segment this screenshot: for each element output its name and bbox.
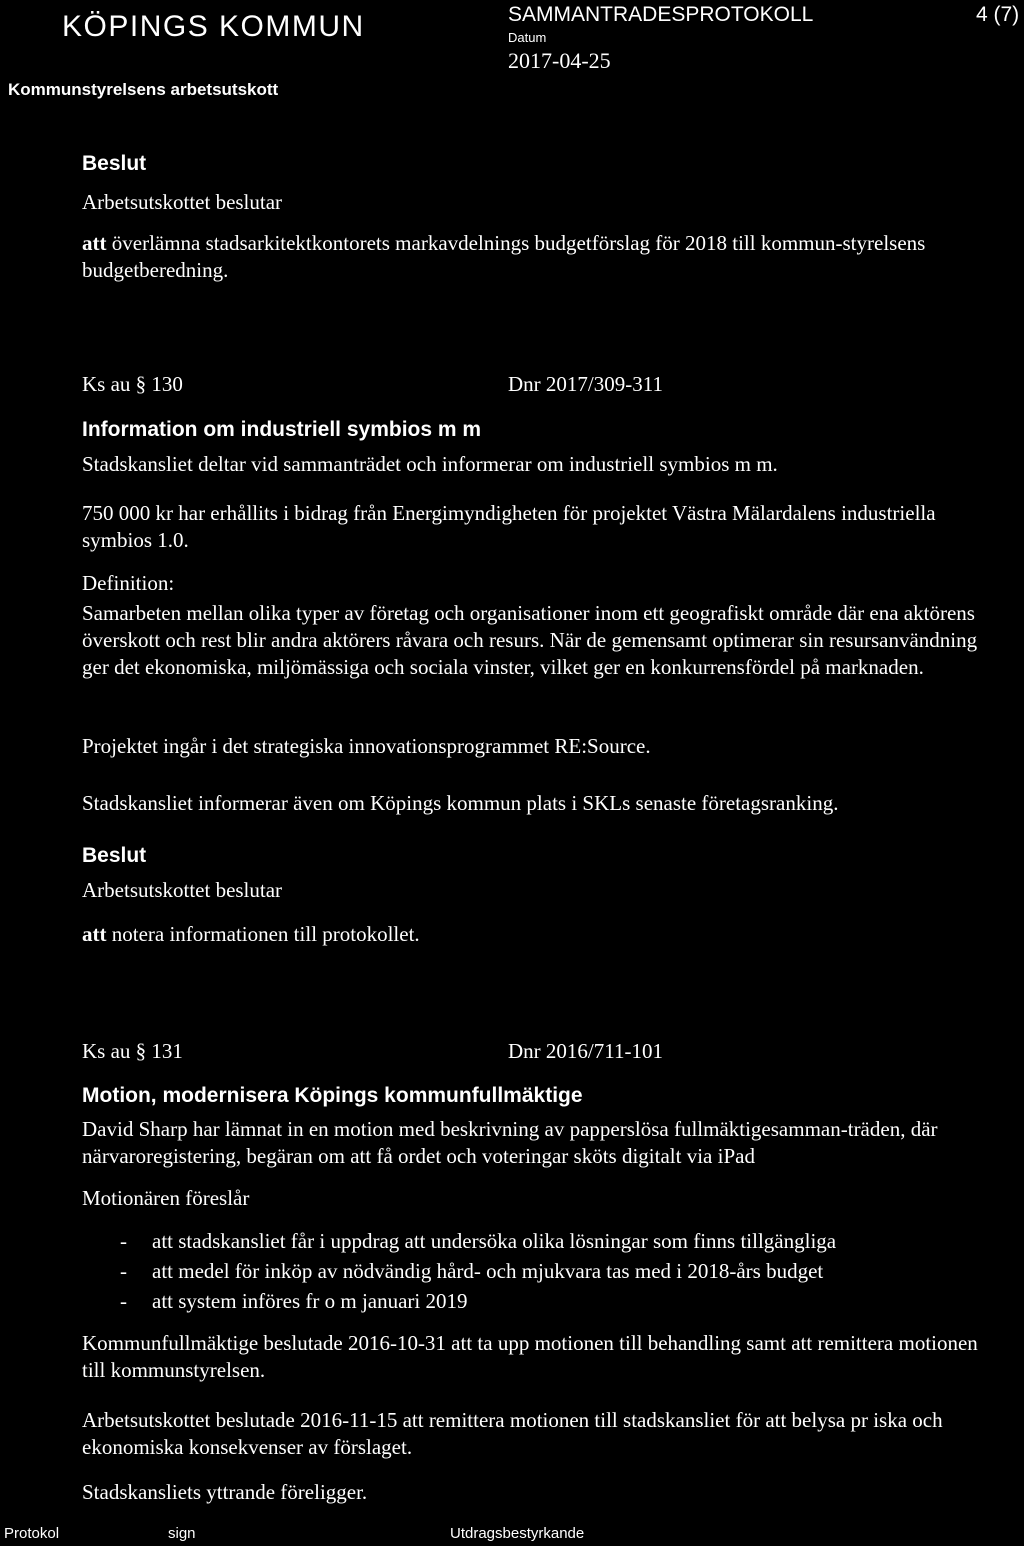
decision-heading: Beslut <box>82 844 147 867</box>
item-title: Information om industriell symbios m m <box>82 418 482 441</box>
item-title: Motion, modernisera Köpings kommunfullmäktige <box>82 1084 583 1107</box>
paragraph-ref: Ks au § 131 <box>82 1039 183 1063</box>
decision-body: notera informationen till protokollet. <box>111 922 420 946</box>
decision-text <box>82 922 420 947</box>
paragraph-ref: Ks au § 130 <box>82 372 183 396</box>
footer-sign-label: sign <box>168 1525 196 1542</box>
document-type: SAMMANTRADESPROTOKOLL <box>508 3 814 26</box>
page-number: 4 (7) <box>976 3 1020 26</box>
definition-label: Definition: <box>82 571 175 595</box>
att-keyword: att <box>82 231 107 255</box>
diary-number: Dnr 2017/309-311 <box>508 372 663 396</box>
paragraph: David Sharp har lämnat in en motion med beskrivning av papperslösa fullmäktigesamman-träden, där närvaroregistering, begäran om att få ordet och voteringar sköts digitalt via iPad <box>82 1117 938 1168</box>
paragraph: Projektet ingår i det strategiska innovationsprogrammet RE:Source. <box>82 734 651 758</box>
decision-body: överlämna stadsarkitektkontorets markavdelnings budgetförslag för 2018 till kommun-styrelsens budgetberedning. <box>82 231 926 282</box>
paragraph: Stadskansliets yttrande föreligger. <box>82 1480 368 1504</box>
paragraph: Arbetsutskottet beslutade 2016-11-15 att remittera motionen till stadskansliet för att belysa pr iska och ekonomiska konsekvenser av förslaget. <box>82 1408 943 1459</box>
decision-intro: Arbetsutskottet beslutar <box>82 878 283 902</box>
date-label: Datum <box>508 30 547 45</box>
decision-text <box>82 230 972 284</box>
meeting-date: 2017-04-25 <box>508 48 611 73</box>
organization-name: KÖPINGS KOMMUN <box>62 10 365 43</box>
decision-intro: Arbetsutskottet beslutar <box>82 190 283 214</box>
definition-text: Samarbeten mellan olika typer av företag och organisationer inom ett geografiskt område där ena aktörens överskott och rest blir andra aktörers råvara och resurs. När de gemensamt optimerar sin resursanvändning ger det ekonomiska, miljömässiga och sociala vinster, vilket ger en konkurrensfördel på marknaden. <box>82 601 978 679</box>
paragraph: 750 000 kr har erhållits i bidrag från Energimyndigheten för projektet Västra Mälardalens industriella symbios 1.0. <box>82 501 936 552</box>
proposal-list <box>82 1226 836 1316</box>
proposal-intro: Motionären föreslår <box>82 1186 250 1210</box>
list-item: - att stadskansliet får i uppdrag att undersöka olika lösningar som finns tillgängliga <box>120 1229 837 1253</box>
list-item: - att medel för inköp av nödvändig hård- och mjukvara tas med i 2018-års budget <box>120 1259 824 1283</box>
list-item: - att system införes fr o m januari 2019 <box>120 1289 468 1313</box>
committee-name: Kommunstyrelsens arbetsutskott <box>8 80 279 99</box>
decision-heading: Beslut <box>82 152 147 175</box>
att-keyword: att <box>82 922 107 946</box>
diary-number: Dnr 2016/711-101 <box>508 1039 663 1063</box>
footer-extract-label: Utdragsbestyrkande <box>450 1525 585 1542</box>
footer-protocol-label: Protokol <box>4 1525 60 1542</box>
paragraph: Stadskansliet deltar vid sammanträdet och informerar om industriell symbios m m. <box>82 452 778 476</box>
paragraph: Stadskansliet informerar även om Köpings kommun plats i SKLs senaste företagsranking. <box>82 791 839 815</box>
paragraph: Kommunfullmäktige beslutade 2016-10-31 att ta upp motionen till behandling samt att remittera motionen till kommunstyrelsen. <box>82 1331 978 1382</box>
